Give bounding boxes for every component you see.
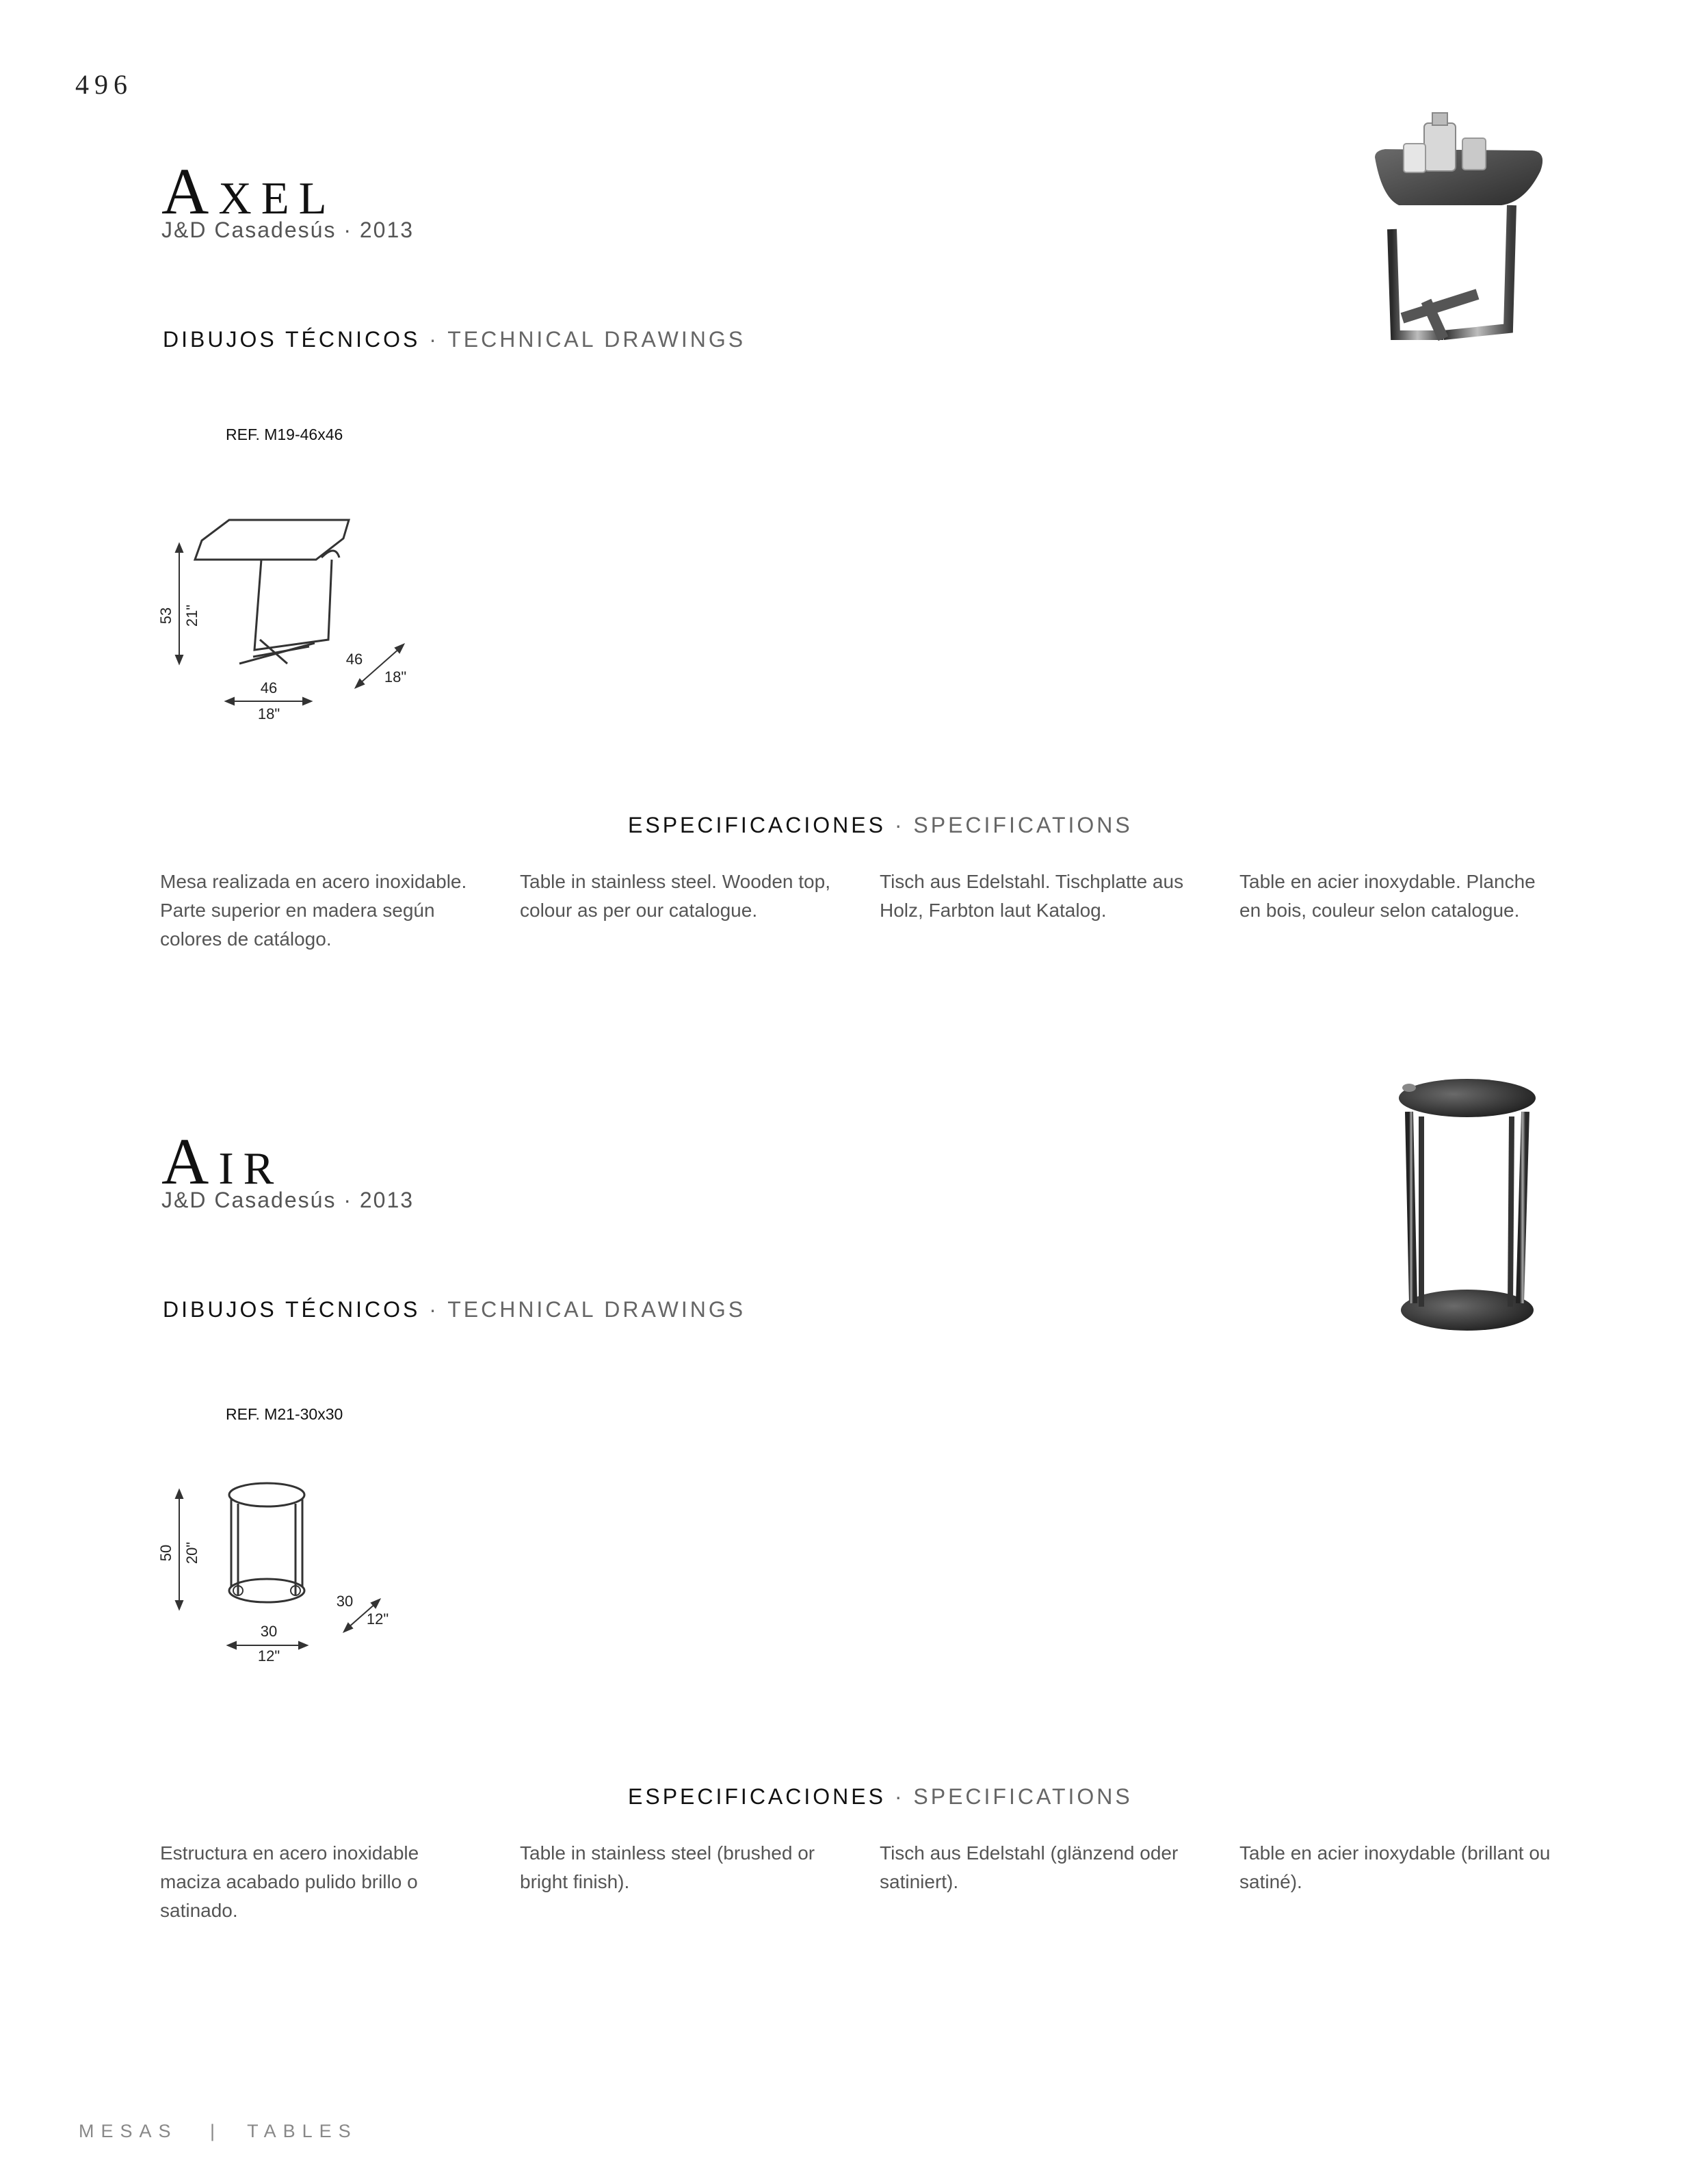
spec-french: Table en acier inoxydable (brillant ou satiné). — [1239, 1842, 1551, 1892]
product-designer: J&D Casadesús · 2013 — [161, 1188, 415, 1212]
spec-english: Table in stainless steel (brushed or bright finish). — [520, 1842, 815, 1892]
heading-es: DIBUJOS TÉCNICOS — [163, 327, 421, 352]
heading-en: TECHNICAL DRAWINGS — [447, 327, 746, 352]
air-technical-drawing — [150, 1478, 410, 1669]
width-in-label: 18" — [257, 705, 280, 722]
specifications-heading — [628, 813, 1133, 838]
footer-label-es: MESAS — [79, 2121, 178, 2141]
heading-es: DIBUJOS TÉCNICOS — [163, 1297, 421, 1322]
base-disc-outline — [229, 1579, 304, 1602]
air-product-photo — [1389, 1074, 1546, 1348]
heading-es: ESPECIFICACIONES — [628, 1784, 886, 1809]
spec-spanish: Estructura en acero inoxidable maciza acabado pulido brillo o satinado. — [160, 1842, 419, 1921]
product-ref: REF. M21-30x30 — [226, 1405, 343, 1423]
spec-french: Table en acier inoxydable. Planche en bois, couleur selon catalogue. — [1239, 871, 1536, 921]
heading-en: SPECIFICATIONS — [913, 813, 1133, 837]
heading-separator: · — [894, 1784, 905, 1809]
footer-label-en: TABLES — [247, 2121, 358, 2141]
height-in-label: 21" — [183, 604, 200, 627]
heading-separator: · — [429, 1297, 439, 1322]
height-in-label: 20" — [183, 1541, 200, 1565]
leg-outline — [254, 560, 332, 650]
heading-separator: · — [429, 327, 439, 352]
product-designer: J&D Casadesús · 2013 — [161, 218, 415, 242]
footer-divider: | — [210, 2121, 215, 2141]
page-number: 496 — [75, 69, 133, 100]
depth-in-label: 18" — [384, 668, 407, 685]
footer-section-label — [79, 2121, 358, 2142]
heading-en: SPECIFICATIONS — [913, 1784, 1133, 1809]
depth-cm-label: 46 — [345, 651, 363, 668]
width-in-label: 12" — [257, 1647, 280, 1664]
heading-es: ESPECIFICACIONES — [628, 813, 886, 837]
heading-en: TECHNICAL DRAWINGS — [447, 1297, 746, 1322]
technical-drawings-heading — [163, 327, 746, 352]
height-cm-label: 53 — [157, 607, 174, 625]
spec-german: Tisch aus Edelstahl. Tischplatte aus Holz, Farbton laut Katalog. — [880, 871, 1184, 921]
spec-spanish: Mesa realizada en acero inoxidable. Parte superior en madera según colores de catálogo. — [160, 871, 467, 950]
height-cm-label: 50 — [157, 1544, 174, 1562]
depth-cm-label: 30 — [336, 1593, 354, 1610]
top-disc-outline — [229, 1483, 304, 1506]
spec-english: Table in stainless steel. Wooden top, colour as per our catalogue. — [520, 871, 830, 921]
width-cm-label: 46 — [260, 679, 278, 696]
product-title: Axel — [161, 155, 337, 228]
axel-product-photo — [1361, 109, 1560, 349]
spec-german: Tisch aus Edelstahl (glänzend oder satiniert). — [880, 1842, 1179, 1892]
axel-technical-drawing — [150, 503, 417, 729]
depth-in-label: 12" — [366, 1610, 389, 1628]
technical-drawings-heading — [163, 1297, 746, 1322]
heading-separator: · — [894, 813, 905, 837]
product-ref: REF. M19-46x46 — [226, 426, 343, 443]
width-cm-label: 30 — [260, 1623, 278, 1640]
specifications-heading — [628, 1784, 1133, 1810]
product-title: Air — [161, 1125, 284, 1198]
